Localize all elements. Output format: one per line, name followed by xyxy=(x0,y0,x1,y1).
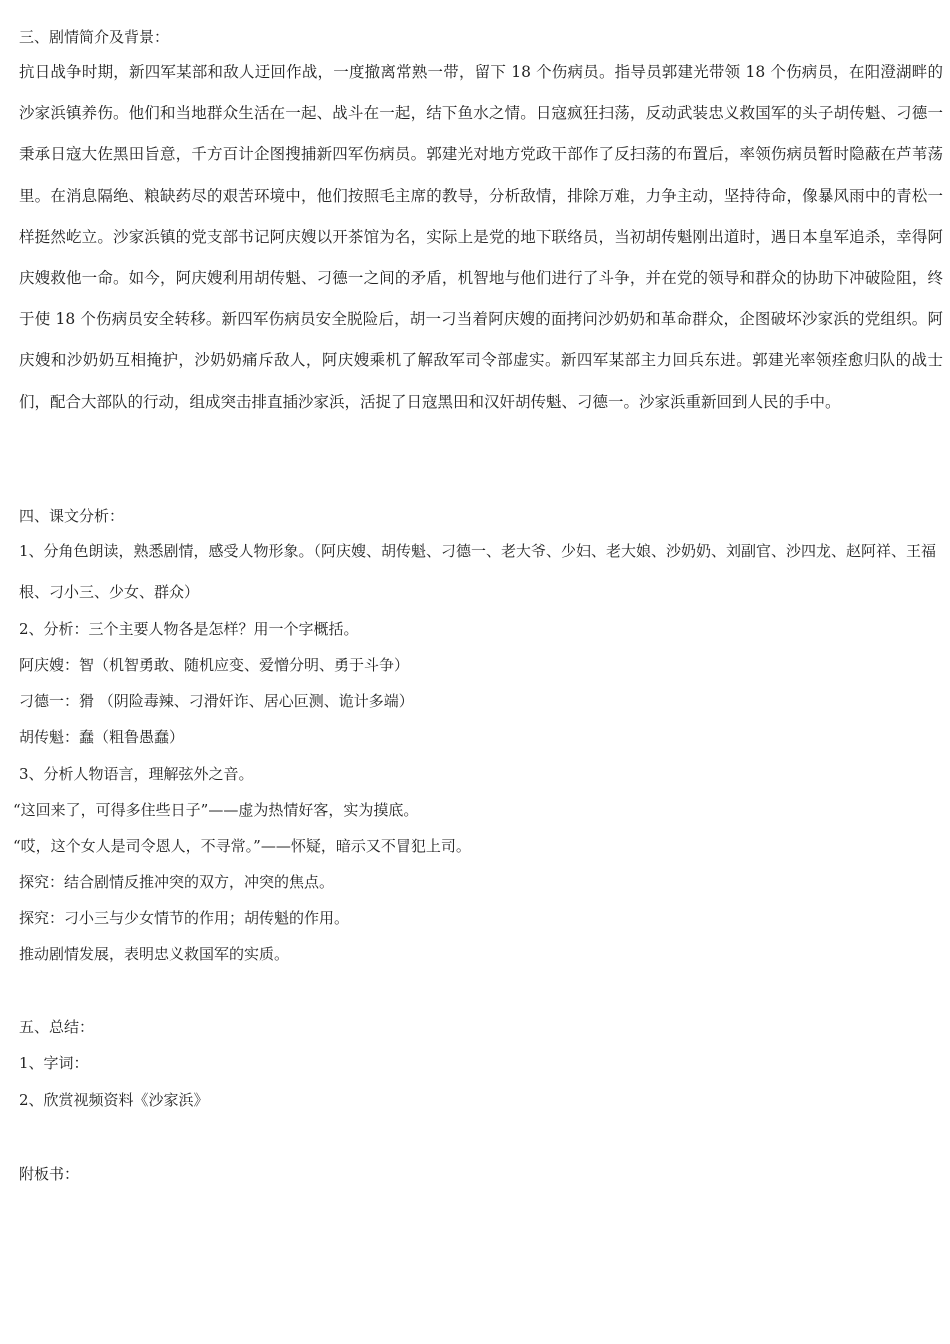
section4-item3: 3、分析人物语言，理解弦外之音。 xyxy=(19,765,254,783)
character-huchuankui: 胡传魁：蠢（粗鲁愚蠢） xyxy=(19,728,185,746)
explore-1: 探究：结合剧情反推冲突的双方，冲突的焦点。 xyxy=(19,873,335,891)
character-diaodeyi: 刁德一：猾 （阴险毒辣、刁滑奸诈、居心叵测、诡计多端） xyxy=(19,692,414,710)
explore-2: 探究：刁小三与少女情节的作用；胡传魁的作用。 xyxy=(19,909,350,927)
section4-item1: 1、分角色朗读，熟悉剧情，感受人物形象。（阿庆嫂、胡传魁、刁德一、老大爷、少妇、老大娘、沙奶奶、刘副官、沙四龙、赵阿祥、王福根、刁小三、少女、群众） xyxy=(19,542,937,601)
quote-1: “这回来了，可得多住些日子”——虚为热情好客，实为摸底。 xyxy=(13,801,419,819)
section3-heading: 三、剧情简介及背景： xyxy=(19,28,170,46)
section5-item1: 1、字词： xyxy=(19,1054,89,1072)
board-heading: 附板书： xyxy=(19,1165,80,1183)
section4-heading: 四、课文分析： xyxy=(19,507,125,525)
character-aqingsao: 阿庆嫂：智（机智勇敢、随机应变、爱憎分明、勇于斗争） xyxy=(19,656,410,674)
explore-conclusion: 推动剧情发展，表明忠义救国军的实质。 xyxy=(19,945,290,963)
section5-heading: 五、总结： xyxy=(19,1018,95,1036)
section3-paragraph: 抗日战争时期，新四军某部和敌人迂回作战，一度撤离常熟一带，留下 18 个伤病员。指导员郭建光带领 18 个伤病员，在阳澄湖畔的沙家浜镇养伤。他们和当地群众生活在一起、战斗在一起，结下鱼水之情。日寇疯狂扫荡，反动武装忠义救国军的头子胡传魁、刁德一秉承日寇大佐黑田旨意，千方百计企图搜捕新四军伤病员。郭建光对地方党政干部作了反扫荡的布置后，率领伤病员暂时隐蔽在芦苇荡里。在消息隔绝、粮缺药尽的艰苦环境中，他们按照毛主席的教导，分析敌情，排除万难，力争主动，坚持待命，像暴风雨中的青松一样挺然屹立。沙家浜镇的党支部书记阿庆嫂以开茶馆为名，实际上是党的地下联络员，当初胡传魁刚出道时，遇日本皇军追杀，幸得阿庆嫂救他一命。如今，阿庆嫂利用胡传魁、刁德一之间的矛盾，机智地与他们进行了斗争，并在党的领导和群众的协助下冲破险阻，终于使 18 个伤病员安全转移。新四军伤病员安全脱险后，胡一刁当着阿庆嫂的面拷问沙奶奶和革命群众，企图破坏沙家浜的党组织。阿庆嫂和沙奶奶互相掩护，沙奶奶痛斥敌人，阿庆嫂乘机了解敌军司令部虚实。新四军某部主力回兵东进。郭建光率领痊愈归队的战士们，配合大部队的行动，组成突击排直插沙家浜，活捉了日寇黑田和汉奸胡传魁、刁德一。沙家浜重新回到人民的手中。 xyxy=(19,63,943,411)
quote-2: “哎，这个女人是司令恩人，不寻常。”——怀疑，暗示又不冒犯上司。 xyxy=(13,837,471,855)
section5-item2: 2、欣赏视频资料《沙家浜》 xyxy=(19,1091,209,1109)
section4-item2: 2、分析：三个主要人物各是怎样？用一个字概括。 xyxy=(19,620,359,638)
